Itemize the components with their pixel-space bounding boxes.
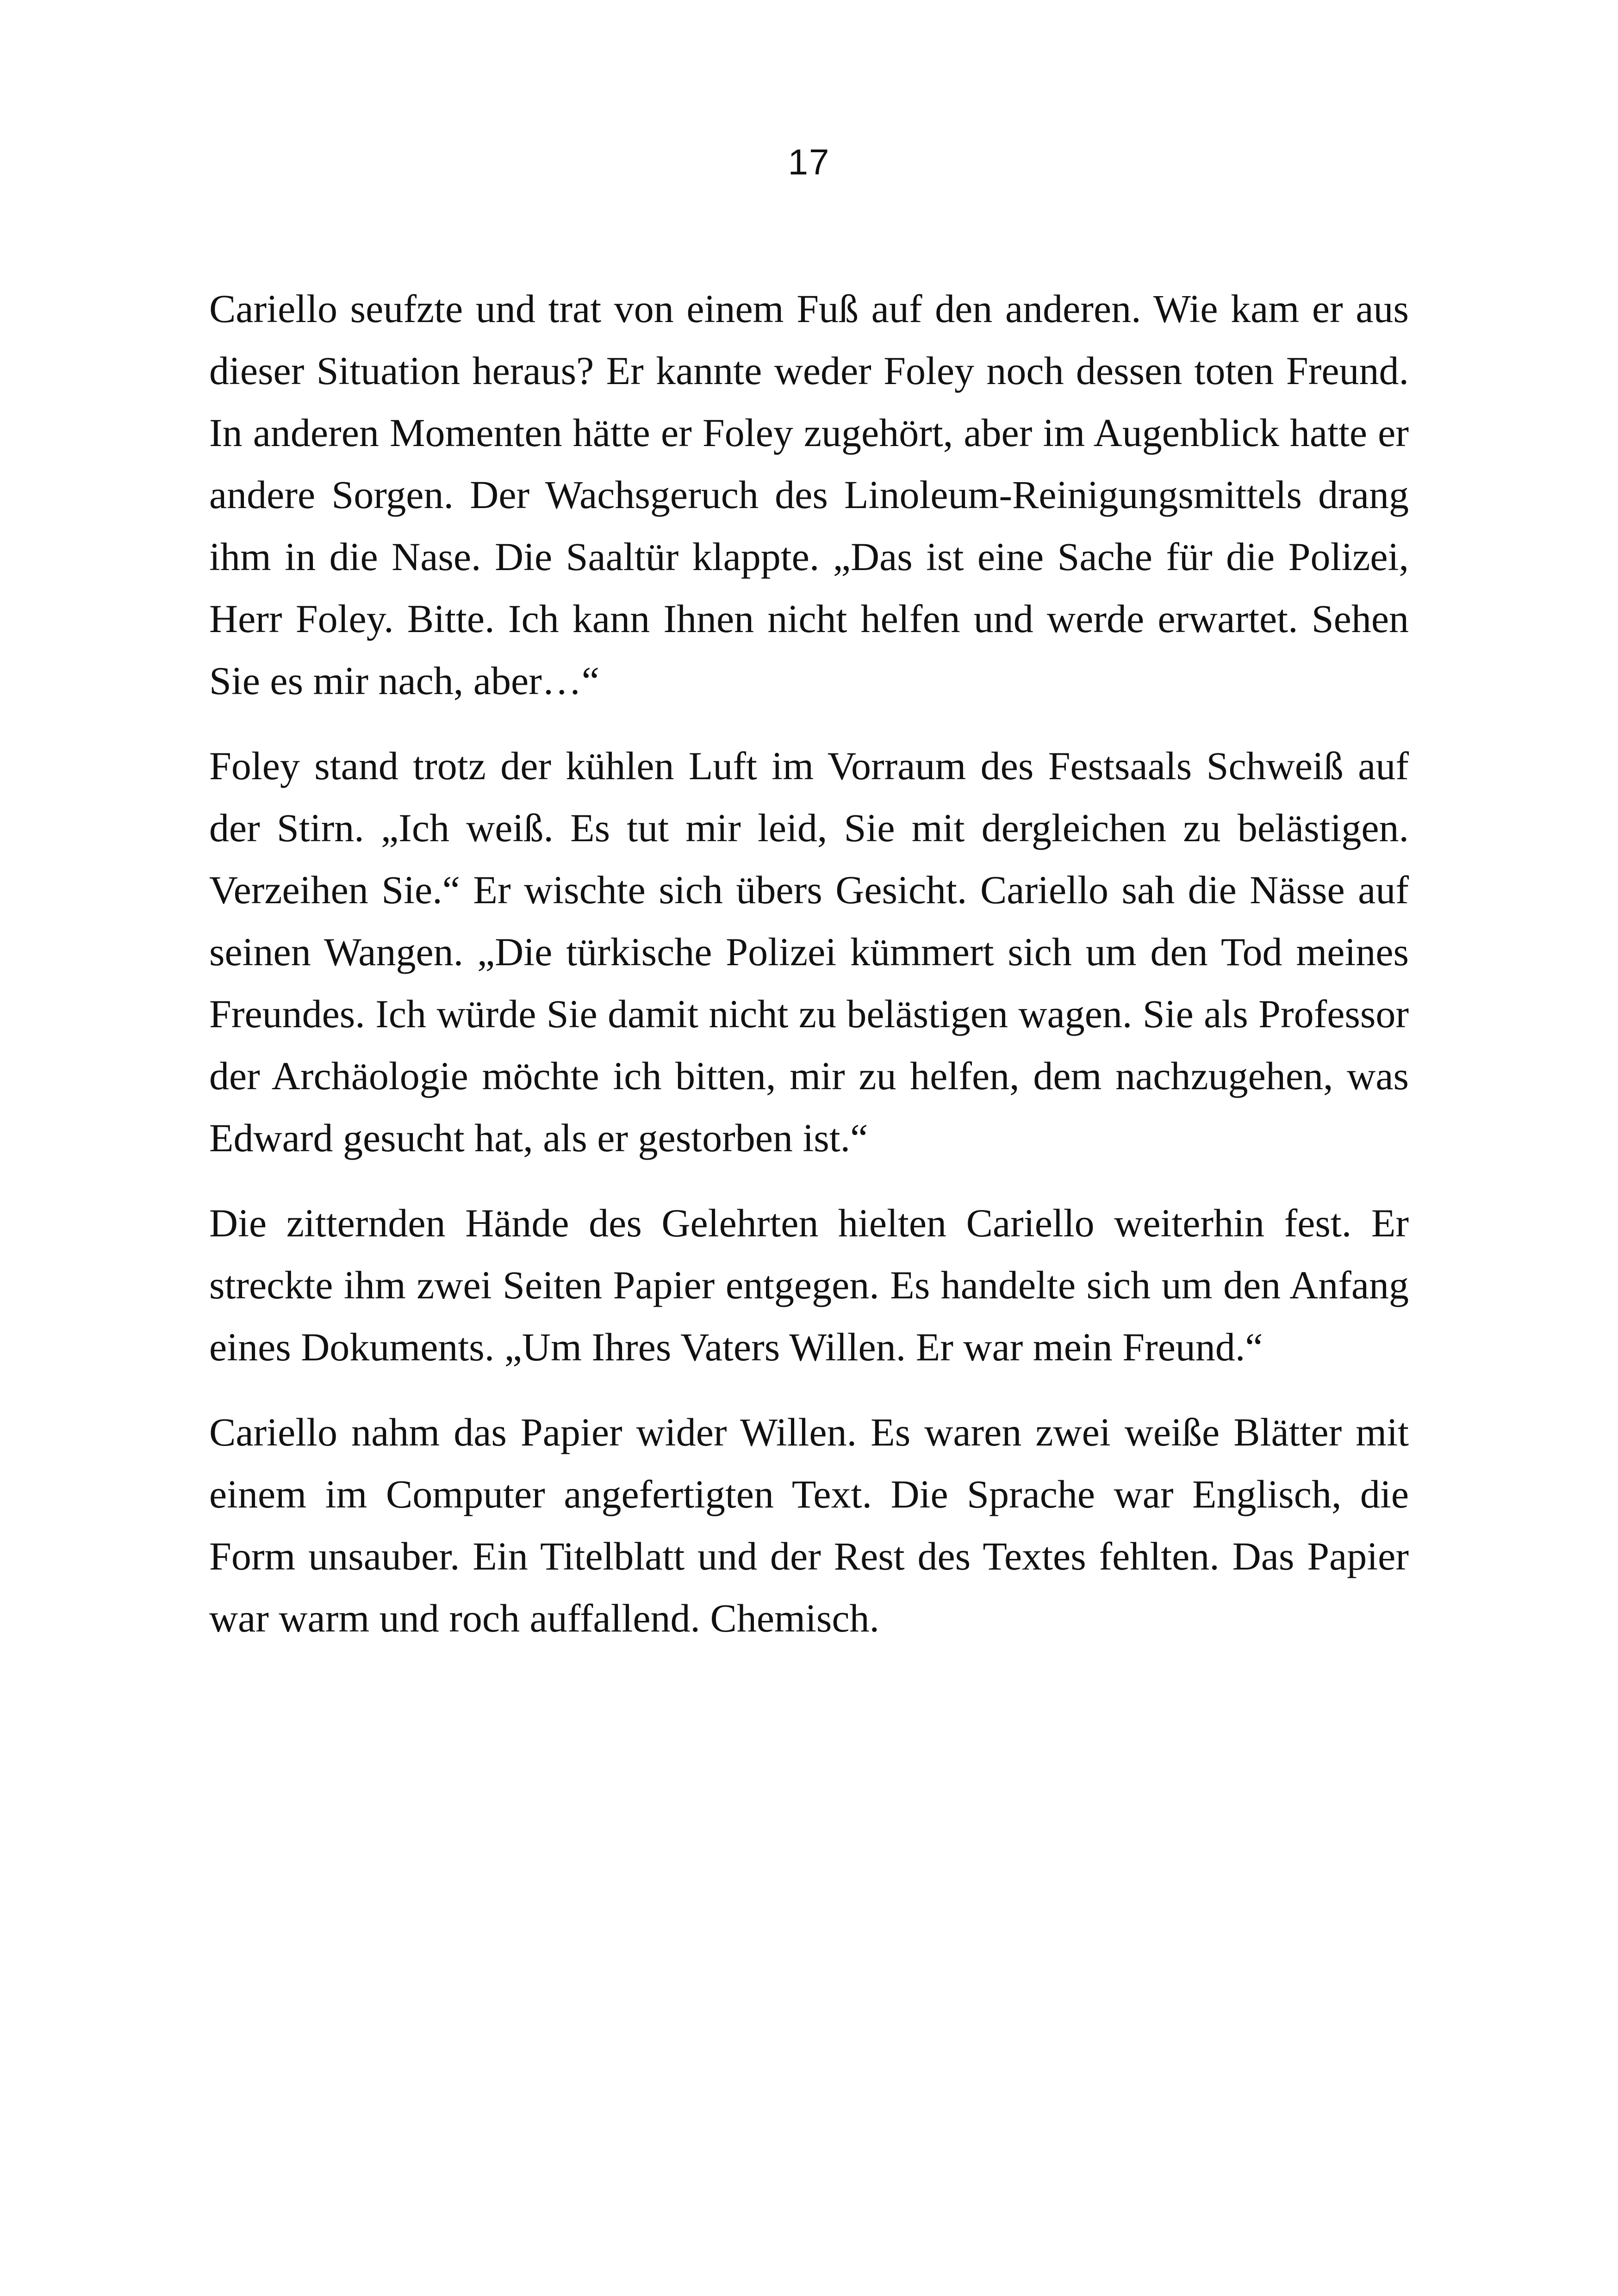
paragraph-4: Cariello nahm das Papier wider Willen. Es waren zwei weiße Blätter mit einem im Computer angefertigten Text. Die Sprache war Englisch, die Form unsauber. Ein Titelblatt und der Rest des Textes fehlten. Das Papier war warm und roch auffallend. Chemisch. xyxy=(209,1410,1409,1640)
paragraph-3: Die zitternden Hände des Gelehrten hielten Cariello weiterhin fest. Er streckte ihm zwei Seiten Papier entgegen. Es handelte sich um den Anfang eines Dokuments. „Um Ihres Vaters Willen. Er war mein Freund.“ xyxy=(209,1201,1409,1369)
paragraph-2: Foley stand trotz der kühlen Luft im Vorraum des Festsaals Schweiß auf der Stirn. „Ich weiß. Es tut mir leid, Sie mit dergleichen zu belästigen. Verzeihen Sie.“ Er wischte sich übers Gesicht. Cariello sah die Nässe auf seinen Wangen. „Die türkische Polizei kümmert sich um den Tod meines Freundes. Ich würde Sie damit nicht zu belästigen wagen. Sie als Professor der Archäologie möchte ich bitten, mir zu helfen, dem nachzugehen, was Edward gesucht hat, als er gestorben ist.“ xyxy=(209,744,1409,1160)
page-number: 17 xyxy=(788,142,830,182)
paragraph-1: Cariello seufzte und trat von einem Fuß auf den anderen. Wie kam er aus dieser Situation heraus? Er kannte weder Foley noch dessen toten Freund. In anderen Momenten hätte er Foley zugehört, aber im Augenblick hatte er andere Sorgen. Der Wachsgeruch des Linoleum-Reinigungsmittels drang ihm in die Nase. Die Saaltür klappte. „Das ist eine Sache für die Polizei, Herr Foley. Bitte. Ich kann Ihnen nicht helfen und werde erwartet. Sehen Sie es mir nach, aber…“ xyxy=(209,286,1409,703)
text-body xyxy=(209,278,1409,1672)
